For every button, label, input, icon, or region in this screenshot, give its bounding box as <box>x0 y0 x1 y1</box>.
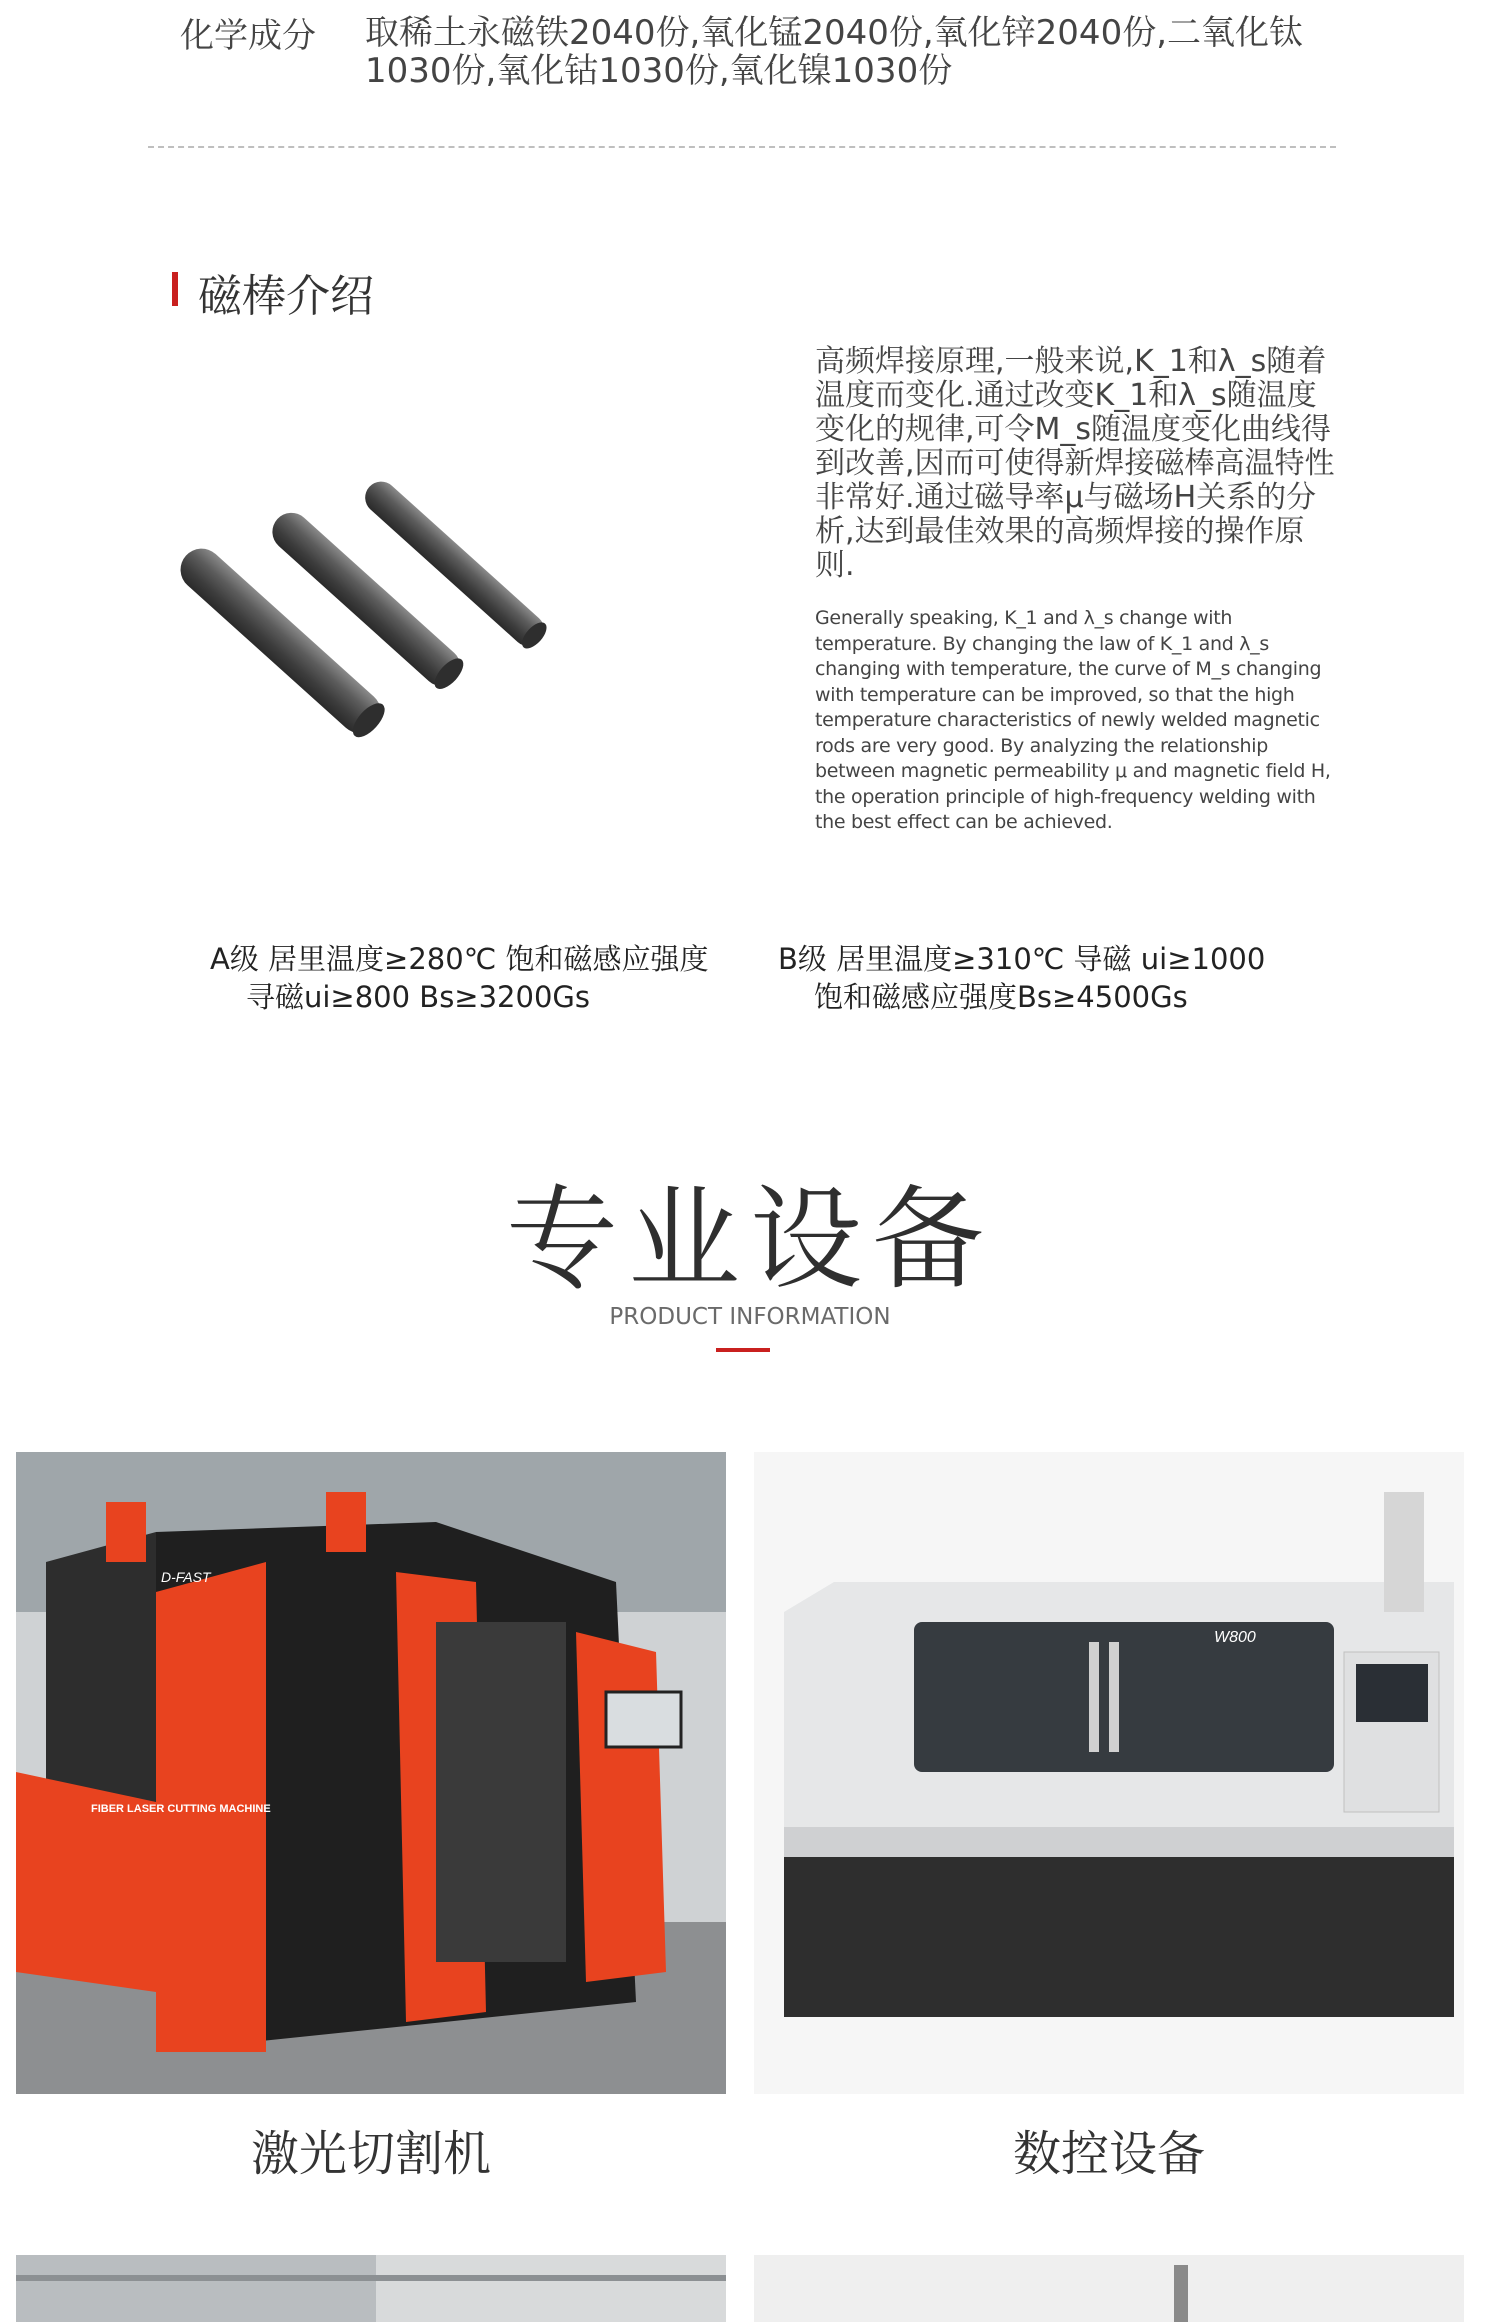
cnc-brand-text: W800 <box>1214 1629 1256 1646</box>
equipment-subtitle: PRODUCT INFORMATION <box>609 1304 891 1330</box>
cnc-equipment-image <box>754 1452 1464 2094</box>
dashed-divider <box>148 146 1336 148</box>
workshop-image <box>16 2255 726 2322</box>
magnetic-rods-image <box>170 400 610 760</box>
grade-b-spec <box>778 940 1338 1016</box>
description-english: Generally speaking, K_1 and λ_s change with temperature. By changing the law of K_1 and λ_s changing with temperature, the curve of M_s changing with temperature can be improved, so that the high temperature characteristics of newly welded magnetic rods are very good. By analyzing the relationship between magnetic permeability μ and magnetic field H, the operation principle of high-frequency welding with the best effect can be achieved. <box>815 607 1331 833</box>
section-accent-bar <box>172 272 178 306</box>
composition-label: 化学成分 <box>180 16 316 56</box>
grade-b-line2: 饱和磁感应强度Bs≥4500Gs <box>814 980 1188 1014</box>
cnc-caption: 数控设备 <box>1012 2126 1205 2182</box>
equipment-accent-line <box>716 1348 770 1352</box>
section-title: 磁棒介绍 <box>198 271 374 322</box>
grade-a-line1: A级 居里温度≥280℃ 饱和磁感应强度 <box>210 942 709 976</box>
laser-cutting-machine-image <box>16 1452 726 2094</box>
machine-brand-text: D-FAST <box>161 1569 211 1585</box>
machine-image <box>754 2255 1464 2322</box>
laser-cutting-caption: 激光切割机 <box>250 2126 491 2182</box>
composition-value: 取稀土永磁铁2040份,氧化锰2040份,氧化锌2040份,二氧化钛1030份,氧化钴1030份,氧化镍1030份 <box>365 13 1304 91</box>
description-chinese: 高频焊接原理,一般来说,K_1和λ_s随着温度而变化.通过改变K_1和λ_s随温度变化的规律,可令M_s随温度变化曲线得到改善,因而可使得新焊接磁棒高温特性非常好.通过磁导率μ与磁场H关系的分析,达到最佳效果的高频焊接的操作原则. <box>815 344 1335 583</box>
grade-b-line1: B级 居里温度≥310℃ 导磁 ui≥1000 <box>778 942 1266 976</box>
machine-side-text: FIBER LASER CUTTING MACHINE <box>91 1803 271 1815</box>
grade-a-spec <box>210 940 770 1016</box>
grade-a-line2: 寻磁ui≥800 Bs≥3200Gs <box>246 980 590 1014</box>
equipment-title: 专业设备 <box>506 1175 994 1305</box>
